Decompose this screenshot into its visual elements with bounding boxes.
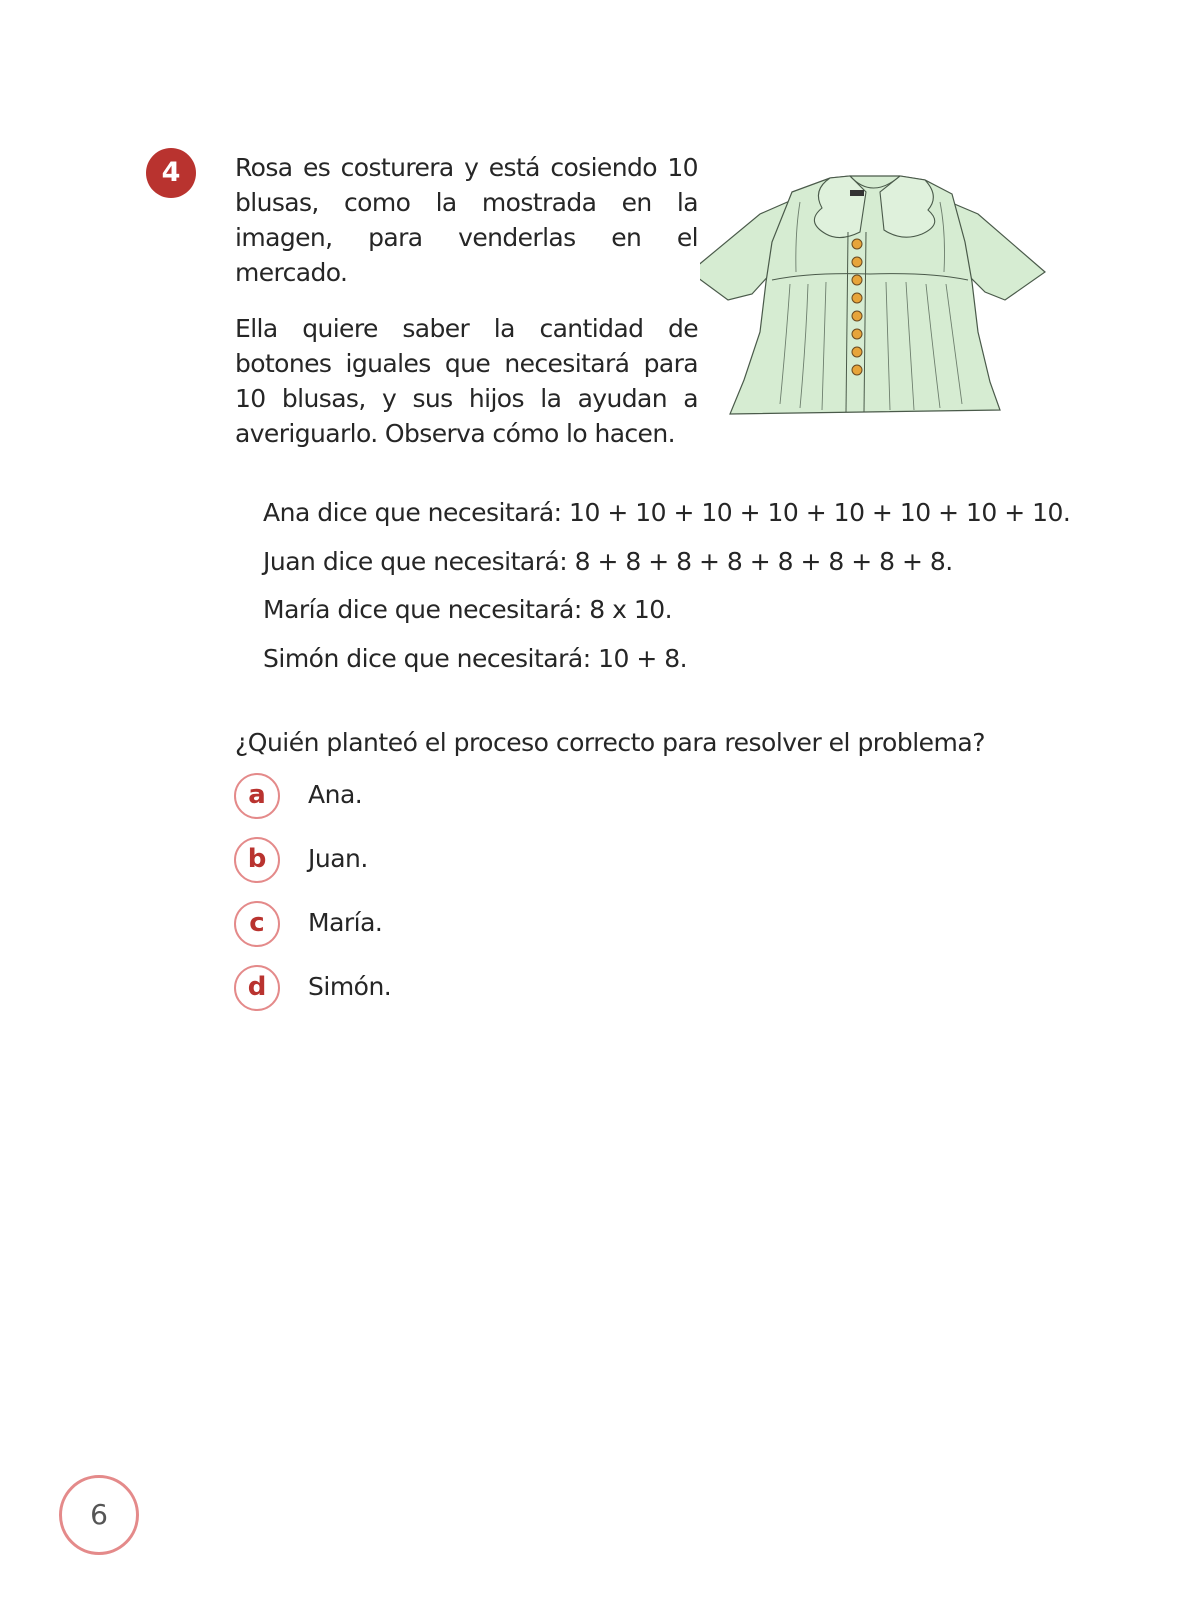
- question-number: 4: [146, 148, 196, 198]
- proposal-ana: Ana dice que necesitará: 10 + 10 + 10 + 10 + 10 + 10 + 10 + 10.: [263, 498, 1071, 527]
- blouse-illustration: [700, 172, 1050, 432]
- option-a-letter[interactable]: a: [234, 773, 280, 819]
- option-d[interactable]: [234, 965, 634, 1011]
- blouse-collar-left: [814, 176, 866, 238]
- page-number: 6: [59, 1475, 139, 1555]
- option-b-letter[interactable]: b: [234, 837, 280, 883]
- option-a-text: Ana.: [308, 780, 363, 809]
- intro-paragraph-1: Rosa es costurera y está cosiendo 10 blusas, como la mostrada en la imagen, para venderlas en el mercado.: [235, 153, 698, 287]
- option-b[interactable]: [234, 837, 634, 883]
- option-b-text: Juan.: [308, 844, 368, 873]
- proposal-simon: Simón dice que necesitará: 10 + 8.: [263, 643, 688, 673]
- option-c[interactable]: [234, 901, 634, 947]
- proposal-maria: María dice que necesitará: 8 x 10.: [263, 595, 673, 624]
- option-d-text: Simón.: [308, 972, 392, 1001]
- blouse-collar-right: [880, 176, 935, 237]
- option-a[interactable]: [234, 773, 634, 819]
- option-c-text: María.: [308, 908, 383, 937]
- question-intro: [235, 150, 698, 451]
- question-prompt: ¿Quién planteó el proceso correcto para resolver el problema?: [235, 728, 985, 757]
- proposals-list: [263, 494, 1143, 688]
- option-d-letter[interactable]: d: [234, 965, 280, 1011]
- option-c-letter[interactable]: c: [234, 901, 280, 947]
- intro-paragraph-2: Ella quiere saber la cantidad de botones iguales que necesitará para 10 blusas, y sus hijos la ayudan a averiguarlo. Observa cómo lo hacen.: [235, 314, 698, 448]
- proposal-juan: Juan dice que necesitará: 8 + 8 + 8 + 8 + 8 + 8 + 8 + 8.: [263, 546, 953, 576]
- blouse-label: [850, 190, 864, 196]
